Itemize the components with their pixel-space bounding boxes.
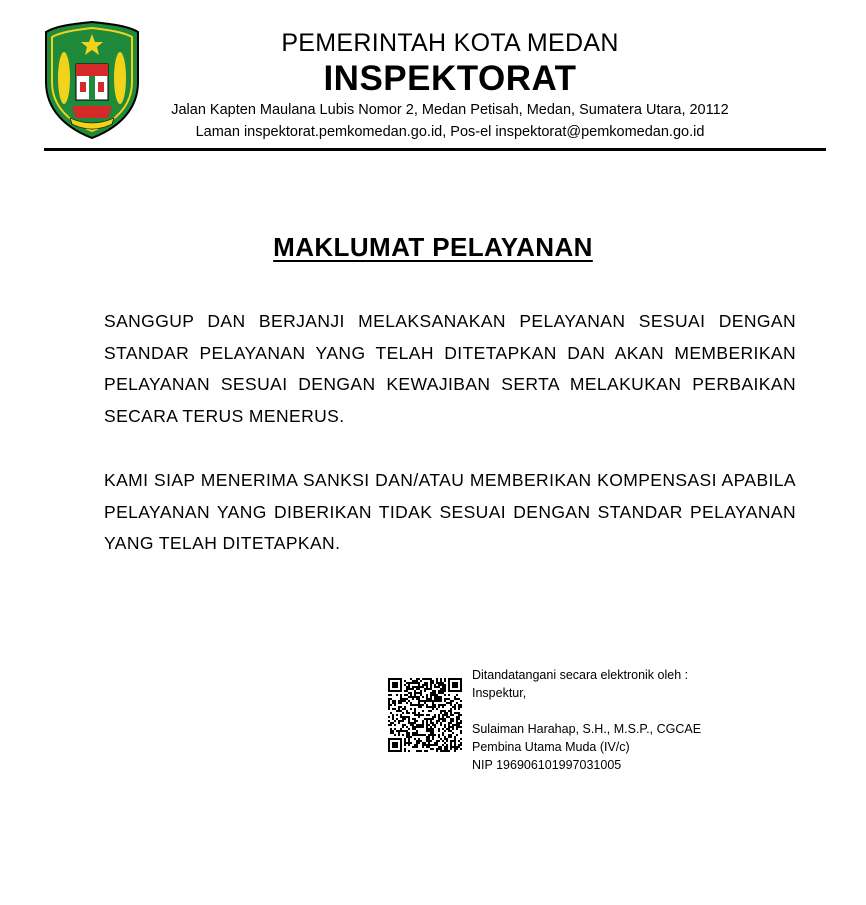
office-name: INSPEKTORAT — [323, 59, 577, 98]
office-contact: Laman inspektorat.pemkomedan.go.id, Pos-el inspektorat@pemkomedan.go.id — [195, 124, 705, 140]
coat-of-arms-icon — [42, 20, 142, 140]
document-title — [0, 232, 866, 263]
signer-position: Inspektur, — [472, 686, 527, 700]
signature-qr-code — [388, 678, 462, 752]
signer-name: Sulaiman Harahap, S.H., M.S.P., CGCAE — [472, 722, 702, 736]
office-address: Jalan Kapten Maulana Lubis Nomor 2, Medan Petisah, Medan, Sumatera Utara, 20112 — [171, 102, 729, 118]
letterhead — [140, 28, 760, 142]
qr-code-icon — [388, 678, 462, 752]
paragraph-commitment: SANGGUP DAN BERJANJI MELAKSANAKAN PELAYANAN SESUAI DENGAN STANDAR PELAYANAN YANG TELAH DITETAPKAN DAN AKAN MEMBERIKAN PELAYANAN SESUAI DENGAN KEWAJIBAN SERTA MELAKUKAN PERBAIKAN SECARA TERUS MENERUS. — [104, 311, 796, 426]
signer-rank: Pembina Utama Muda (IV/c) — [472, 740, 630, 754]
document-title-text: MAKLUMAT PELAYANAN — [273, 232, 593, 262]
letterhead-divider — [44, 148, 826, 151]
kota-medan-logo — [42, 20, 142, 140]
signer-nip: NIP 196906101997031005 — [472, 758, 622, 772]
signed-by-label: Ditandatangani secara elektronik oleh : — [472, 668, 689, 682]
paragraph-sanction: KAMI SIAP MENERIMA SANKSI DAN/ATAU MEMBERIKAN KOMPENSASI APABILA PELAYANAN YANG DIBERIKAN TIDAK SESUAI DENGAN STANDAR PELAYANAN YANG TELAH DITETAPKAN. — [104, 470, 796, 553]
government-name: PEMERINTAH KOTA MEDAN — [281, 29, 619, 57]
electronic-signature — [472, 666, 701, 774]
